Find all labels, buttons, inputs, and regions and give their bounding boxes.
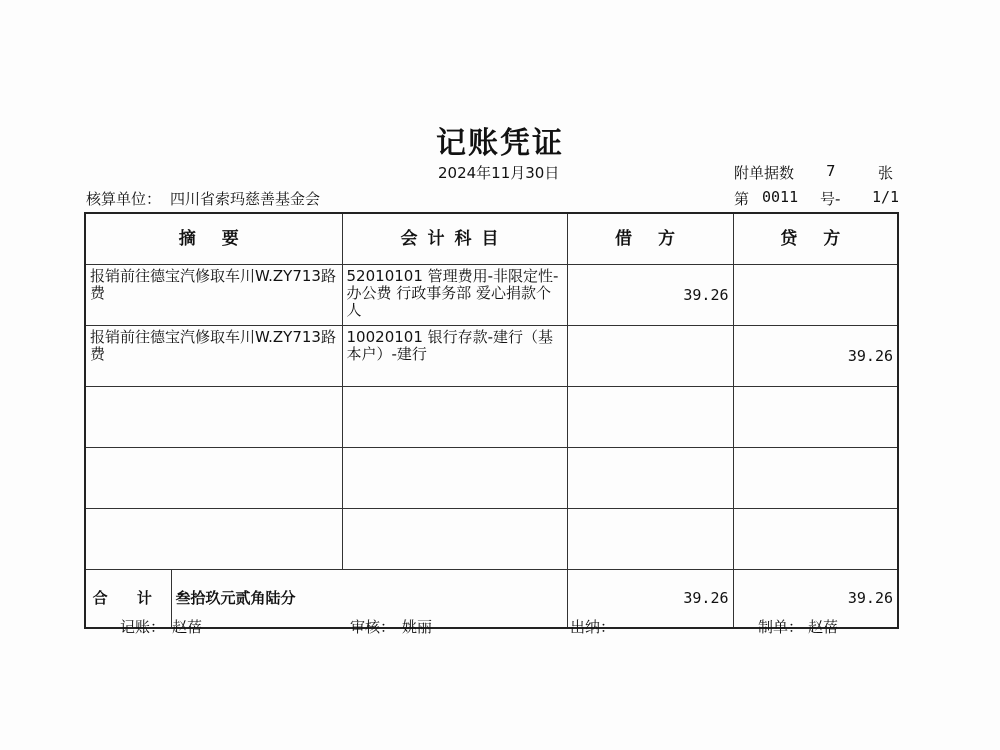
table-row-empty bbox=[85, 387, 898, 448]
table-row-empty bbox=[85, 448, 898, 509]
voucher-number-suffix: 号- bbox=[820, 190, 841, 208]
attachments-unit: 张 bbox=[878, 164, 894, 182]
reviewer-label: 审核： bbox=[350, 618, 396, 636]
bookkeeper-label: 记账： bbox=[120, 618, 166, 636]
voucher-page: 1/1 bbox=[872, 188, 900, 206]
entry-account: 10020101 银行存款-建行（基本户）-建行 bbox=[342, 326, 567, 387]
entry-summary: 报销前往德宝汽修取车川W.ZY713路费 bbox=[85, 326, 342, 387]
preparer-name: 赵蓓 bbox=[808, 618, 839, 636]
voucher-date: 2024年11月30日 bbox=[438, 164, 560, 182]
entry-debit bbox=[567, 326, 733, 387]
accounting-unit-value: 四川省索玛慈善基金会 bbox=[170, 190, 321, 208]
table-header-row bbox=[85, 213, 898, 265]
bookkeeper-name: 赵蓓 bbox=[172, 618, 203, 636]
table-row bbox=[85, 326, 898, 387]
accounting-unit-label: 核算单位： bbox=[86, 190, 162, 208]
attachments-label: 附单据数 bbox=[734, 164, 795, 182]
entry-account: 52010101 管理费用-非限定性-办公费 行政事务部 爱心捐款个人 bbox=[342, 265, 567, 326]
entry-summary: 报销前往德宝汽修取车川W.ZY713路费 bbox=[85, 265, 342, 326]
total-credit: 39.26 bbox=[733, 570, 898, 629]
entry-credit bbox=[733, 265, 898, 326]
table-row bbox=[85, 265, 898, 326]
header-debit: 借 方 bbox=[567, 213, 733, 265]
attachments-count: 7 bbox=[826, 162, 836, 180]
voucher-title: 记账凭证 bbox=[436, 126, 564, 161]
voucher-number: 0011 bbox=[762, 188, 799, 206]
header-summary: 摘 要 bbox=[85, 213, 342, 265]
cashier-label: 出纳： bbox=[570, 618, 616, 636]
header-account: 会计科目 bbox=[342, 213, 567, 265]
preparer-label: 制单： bbox=[758, 618, 804, 636]
header-credit: 贷 方 bbox=[733, 213, 898, 265]
total-label: 合 计 bbox=[85, 570, 171, 629]
total-amount-text: 叁拾玖元贰角陆分 bbox=[171, 570, 567, 629]
reviewer-name: 姚丽 bbox=[402, 618, 433, 636]
total-debit: 39.26 bbox=[567, 570, 733, 629]
voucher-table bbox=[84, 212, 899, 629]
voucher-number-prefix: 第 bbox=[734, 190, 750, 208]
entry-credit: 39.26 bbox=[733, 326, 898, 387]
table-row-empty bbox=[85, 509, 898, 570]
entry-debit: 39.26 bbox=[567, 265, 733, 326]
